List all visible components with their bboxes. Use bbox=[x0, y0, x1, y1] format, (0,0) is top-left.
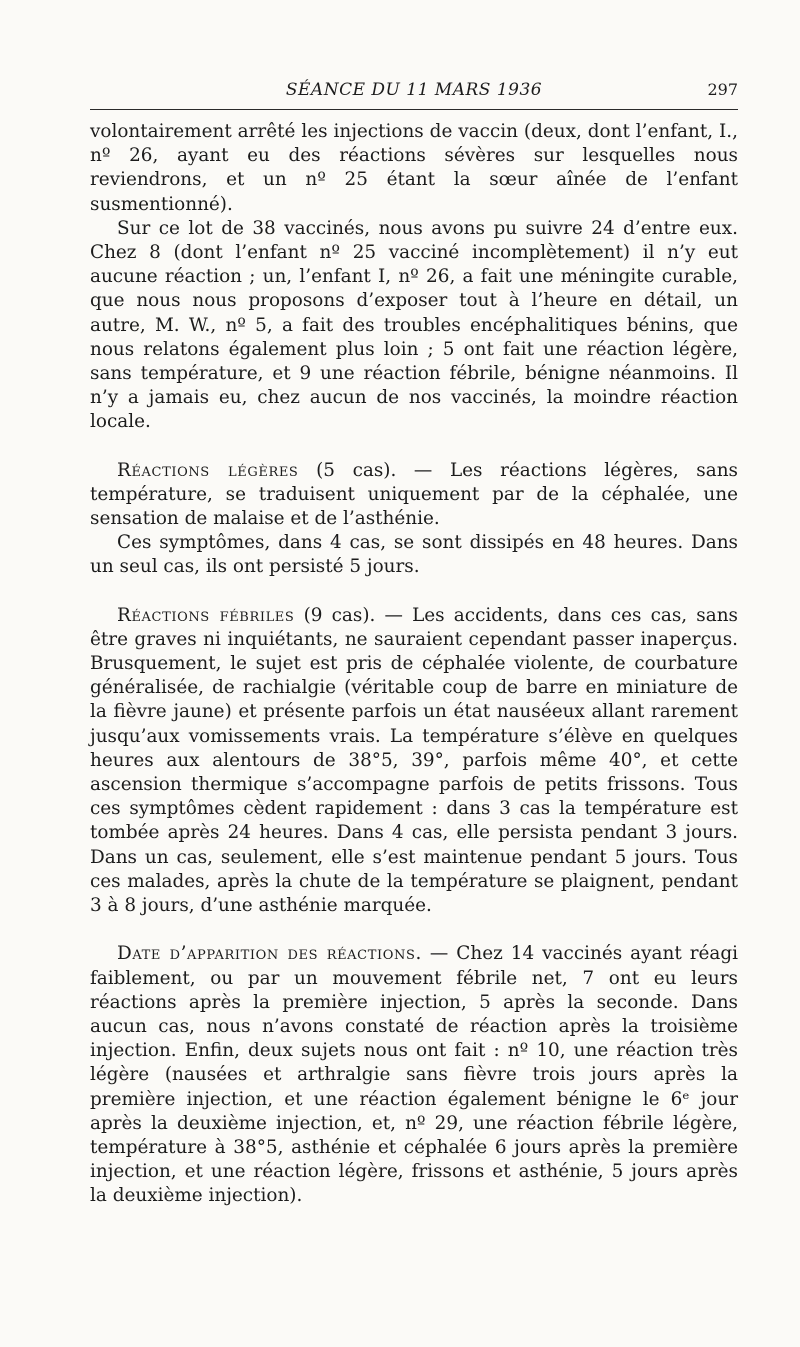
section-light-reactions bbox=[90, 459, 738, 532]
section-onset-date bbox=[90, 942, 738, 1208]
paragraph-continuation: volontairement arrêté les injections de vaccin (deux, dont l’enfant, I., nº 26, ayant eu des réactions sévères sur lesquelles nous reviendrons, et un nº 25 étant la sœur aînée de l’enfant susmentionné). bbox=[90, 121, 738, 215]
section-febrile-reactions bbox=[90, 604, 738, 919]
header-rule bbox=[90, 109, 738, 110]
page-header bbox=[90, 78, 738, 106]
page-number: 297 bbox=[707, 80, 738, 99]
section-text-light-reactions: (5 cas). — Les réactions légères, sans température, se traduisent uniquement par de la céphalée, une sensation de malaise et de l’asthénie. bbox=[90, 459, 738, 530]
section-heading-light-reactions: Réactions légères bbox=[117, 459, 299, 481]
paragraph-light-reactions-duration: Ces symptômes, dans 4 cas, se sont dissipés en 48 heures. Dans un seul cas, ils ont persisté 5 jours. bbox=[90, 532, 738, 578]
body-text bbox=[90, 120, 738, 1209]
section-text-onset-date: — Chez 14 vaccinés ayant réagi faiblement, ou par un mouvement fébrile net, 7 ont eu leurs réactions après la première injection, 5 après la seconde. Dans aucun cas, nous n’avons constaté de réaction après la troisième injection. Enfin, deux sujets nous ont fait : nº 10, une réaction très légère (nausées et arthralgie sans fièvre trois jours après la première injection, et une réaction également bénigne le 6ᵉ jour après la deuxième injection, et, nº 29, une réaction fébrile légère, température à 38°5, asthénie et céphalée 6 jours après la première injection, et une réaction légère, frissons et asthénie, 5 jours après la deuxième injection). bbox=[90, 943, 739, 1207]
section-text-febrile-reactions: (9 cas). — Les accidents, dans ces cas, sans être graves ni inquiétants, ne sauraient cependant passer inaperçus. Brusquement, le sujet est pris de céphalée violente, de courbature généralisée, de rachialgie (véritable coup de barre en miniature de la fièvre jaune) et présente parfois un état nauséeux allant rarement jusqu’aux vomissements vrais. La température s’élève en quelques heures aux alentours de 38°5, 39°, parfois même 40°, et cette ascension thermique s’accompagne parfois de petits frissons. Tous ces symptômes cèdent rapidement : dans 3 cas la température est tombée après 24 heures. Dans 4 cas, elle persista pendant 3 jours. Dans un cas, seulement, elle s’est maintenue pendant 5 jours. Tous ces malades, après la chute de la température se plaignent, pendant 3 à 8 jours, d’une asthénie marquée. bbox=[90, 604, 738, 917]
paragraph-vaccinated-lot: Sur ce lot de 38 vaccinés, nous avons pu suivre 24 d’entre eux. Chez 8 (dont l’enfant nº 25 vacciné incomplètement) il n’y eut aucune réaction ; un, l’enfant I, nº 26, a fait une méningite curable, que nous nous proposons d’exposer tout à l’heure en détail, un autre, M. W., nº 5, a fait des troubles encéphalitiques bénins, que nous relatons également plus loin ; 5 ont fait une réaction légère, sans température, et 9 une réaction fébrile, bénigne néanmoins. Il n’y a jamais eu, chez aucun de nos vaccinés, la moindre réaction locale. bbox=[90, 217, 738, 433]
section-heading-onset-date: Date d’apparition des réactions. bbox=[117, 943, 422, 965]
running-title: SÉANCE DU 11 MARS 1936 bbox=[285, 80, 543, 100]
section-heading-febrile-reactions: Réactions fébriles bbox=[117, 604, 295, 626]
